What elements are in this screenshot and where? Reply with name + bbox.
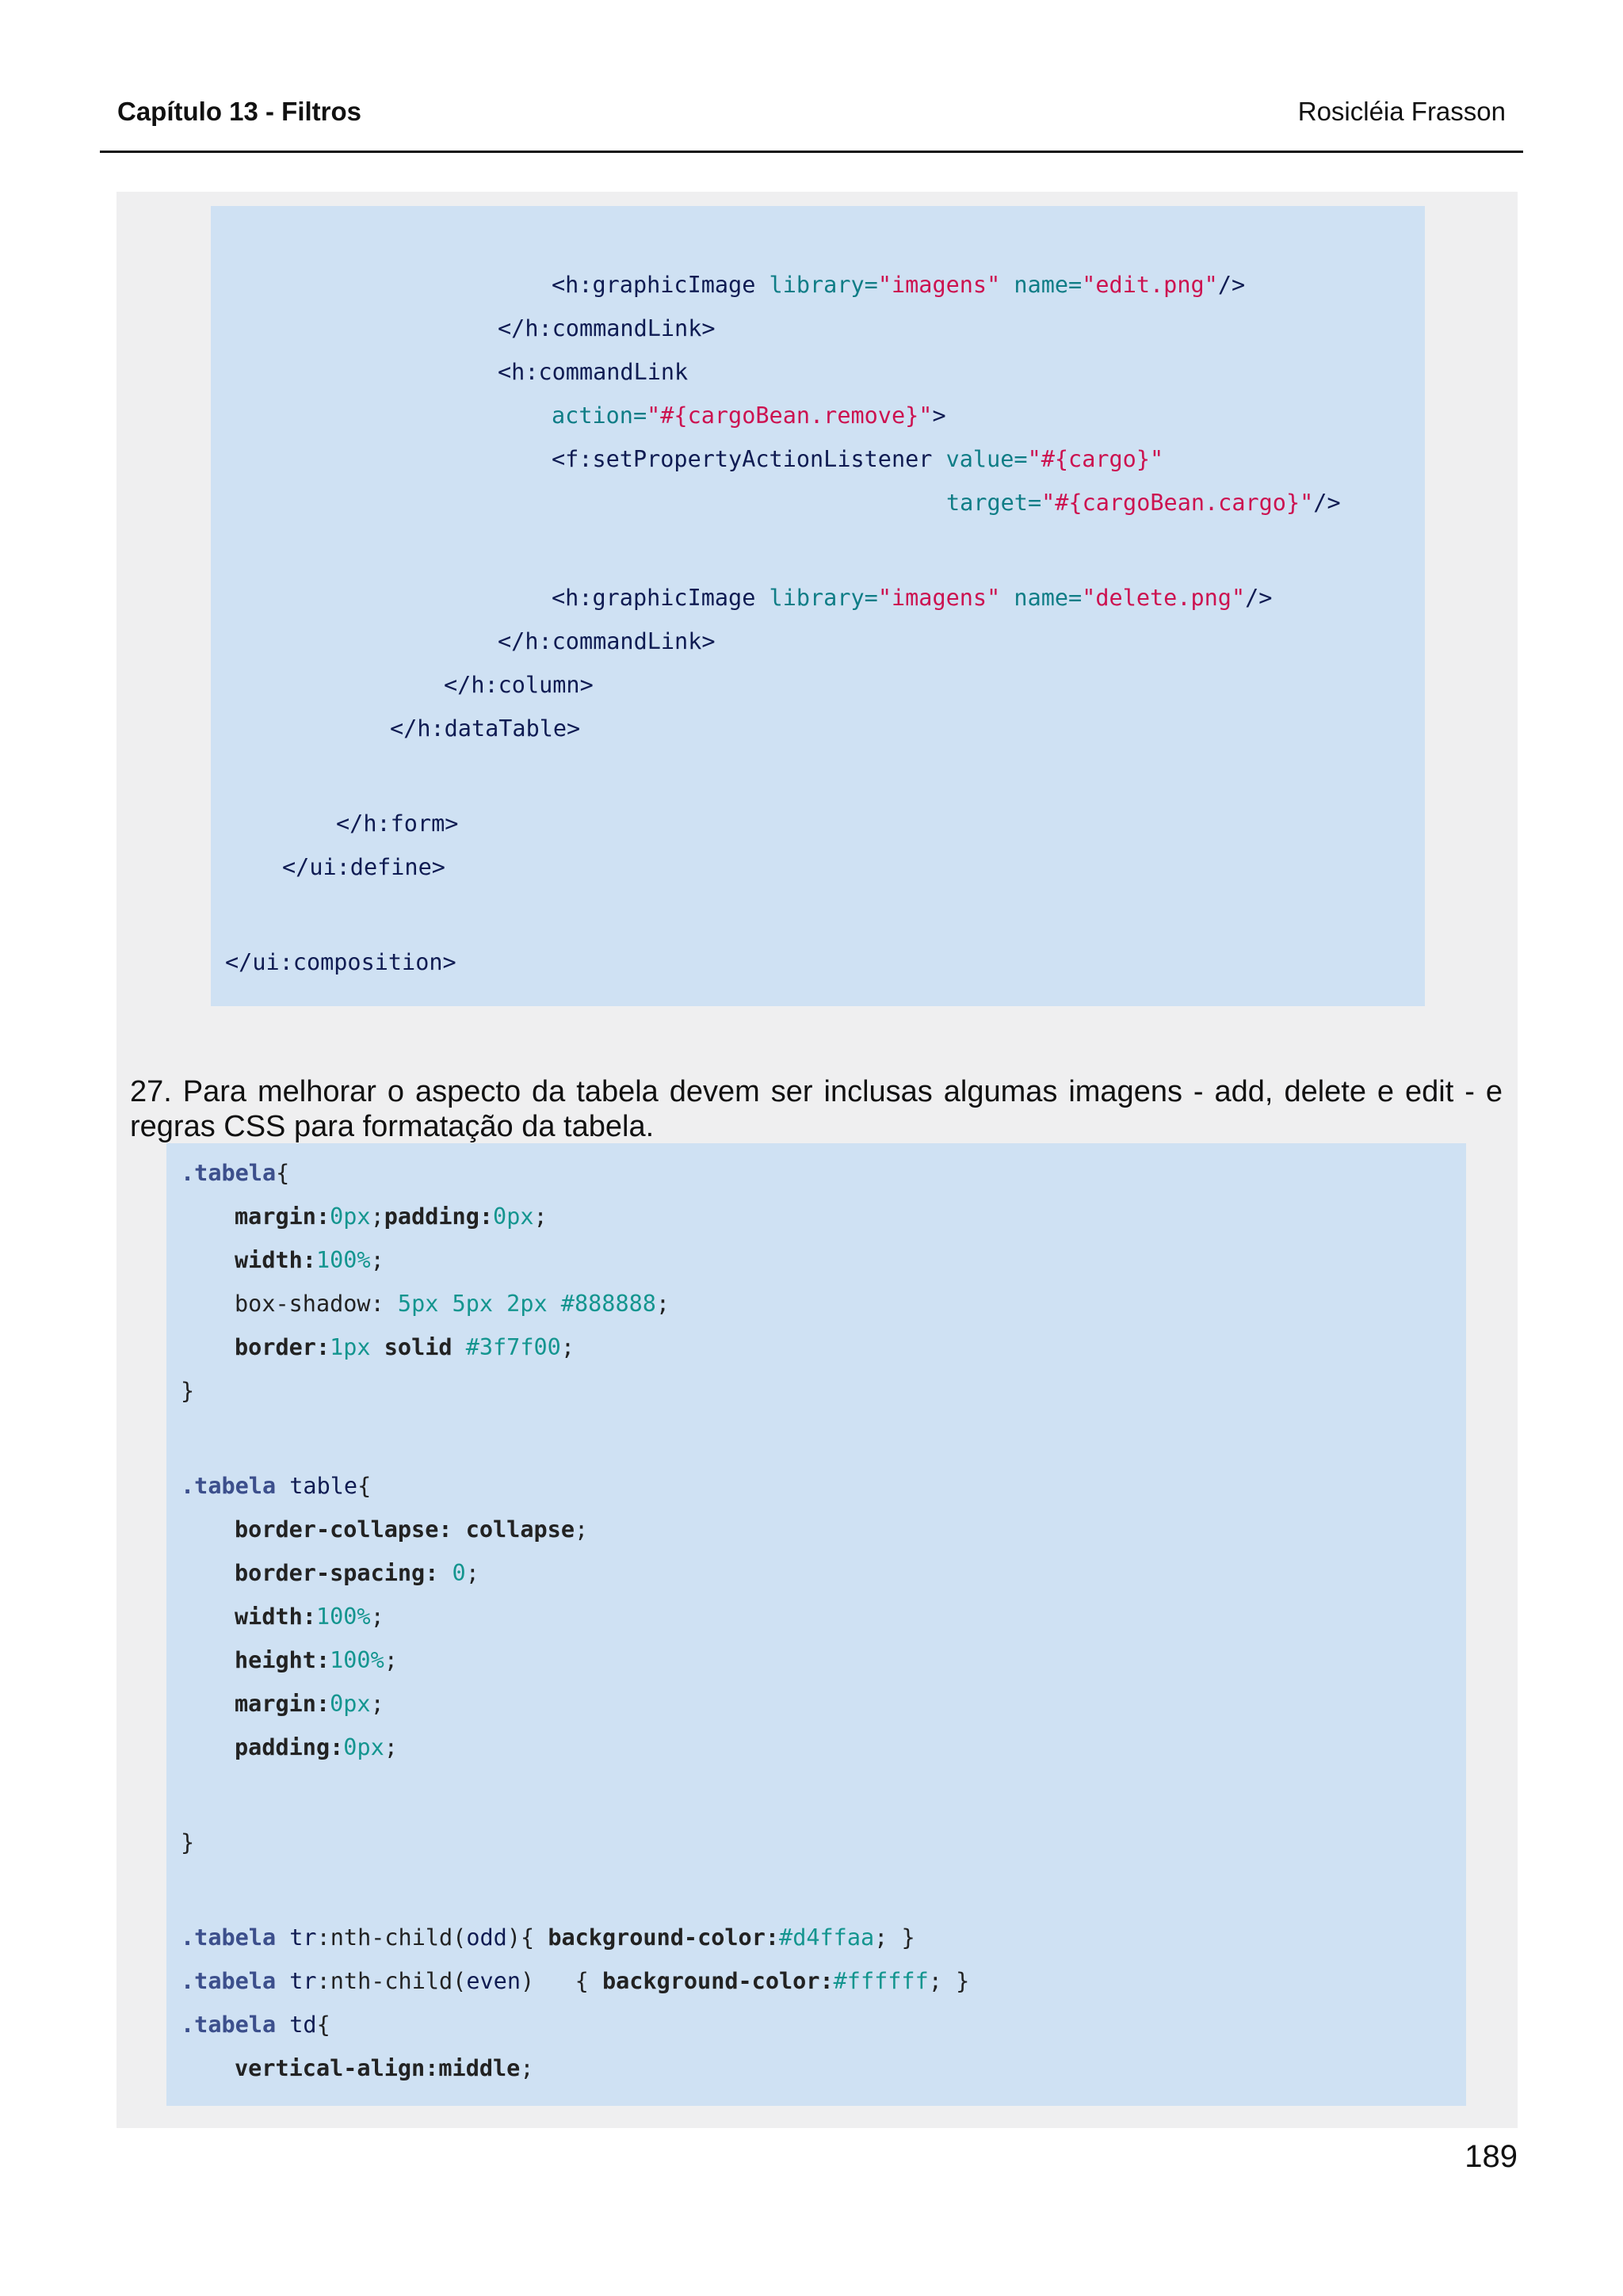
code-token: { [521, 1924, 548, 1951]
code-line [235, 1601, 384, 1633]
code-token: ; [370, 1247, 384, 1273]
code-token: height: [235, 1647, 330, 1673]
header-divider [100, 151, 1523, 153]
code-token: ; [533, 1203, 548, 1230]
code-token: <h:graphicImage [552, 272, 769, 298]
instruction-paragraph: 27. Para melhorar o aspecto da tabela devem ser inclusas algumas imagens - add, delete e edit - e regras CSS para formatação da tabela. [130, 1075, 1503, 1143]
code-token: library= [769, 585, 878, 611]
code-line [235, 1688, 384, 1720]
code-token: "delete.png" [1082, 585, 1246, 611]
code-token: <h:graphicImage [552, 585, 769, 611]
code-line [498, 357, 688, 388]
code-token: collapse [452, 1516, 575, 1543]
code-token: "#{cargo}" [1027, 446, 1164, 472]
code-token: #ffffff [833, 1968, 929, 1994]
code-token: td [276, 2012, 317, 2038]
code-token: vertical-align:middle [235, 2055, 521, 2081]
code-line [235, 1514, 588, 1546]
code-token: box-shadow: [235, 1291, 398, 1317]
code-token: target= [946, 490, 1042, 516]
code-token: .tabela [181, 1924, 277, 1951]
code-token: ; } [928, 1968, 970, 1994]
code-token: ; [465, 1560, 479, 1586]
code-token: solid [370, 1334, 466, 1360]
code-token: tr [276, 1968, 317, 1994]
code-token: { [316, 2012, 330, 2038]
code-token: "#{cargoBean.cargo}" [1041, 490, 1314, 516]
code-token: ) { [520, 1968, 602, 1994]
page-header [100, 87, 1523, 152]
code-token: 100% [330, 1647, 384, 1673]
code-line [181, 1158, 289, 1189]
code-token: </h:commandLink> [498, 315, 716, 341]
code-token: ; [574, 1516, 589, 1543]
code-token: margin: [235, 1691, 330, 1717]
code-line [552, 269, 1245, 301]
code-token: 100% [315, 1247, 371, 1273]
code-token: 0 [438, 1560, 466, 1586]
code-token: .tabela [181, 1160, 277, 1186]
code-token: :nth-child( [316, 1968, 467, 1994]
code-token: </ui:composition> [225, 949, 456, 975]
code-line [181, 1966, 969, 1997]
code-token: 0px [330, 1691, 371, 1717]
code-line [336, 808, 458, 840]
code-token: padding: [384, 1203, 494, 1230]
code-token: width: [235, 1604, 316, 1630]
code-token: /> [1217, 272, 1246, 298]
code-line [552, 400, 946, 432]
code-token: value= [945, 446, 1028, 472]
code-token: ) [506, 1924, 521, 1951]
code-token: ; [655, 1291, 670, 1317]
code-token: .tabela [181, 2012, 277, 2038]
code-token: name= [1000, 272, 1083, 298]
code-line [498, 626, 716, 658]
code-token: library= [769, 272, 878, 298]
code-line [235, 1332, 575, 1363]
code-token: } [181, 1829, 195, 1855]
code-token: margin: [235, 1203, 330, 1230]
code-line [235, 1645, 398, 1676]
code-line [181, 2009, 330, 2041]
code-line [552, 444, 1163, 475]
code-token: tr [276, 1924, 317, 1951]
code-token: ; [560, 1334, 575, 1360]
code-line [444, 669, 594, 701]
code-token: border: [235, 1334, 330, 1360]
page-number: 189 [1465, 2139, 1518, 2174]
code-token: background-color: [548, 1924, 780, 1951]
code-line [235, 1245, 384, 1276]
code-line [235, 1288, 670, 1320]
code-token: /> [1313, 490, 1341, 516]
code-token: background-color: [601, 1968, 834, 1994]
code-token: table [276, 1473, 358, 1499]
code-token: border-collapse: [235, 1516, 453, 1543]
code-token: <h:commandLink [498, 359, 689, 385]
code-token: even [466, 1968, 521, 1994]
code-token: </h:column> [444, 672, 594, 698]
code-block-jsf [211, 206, 1425, 1006]
code-line [282, 852, 445, 883]
code-line [181, 1375, 194, 1407]
code-token: <f:setPropertyActionListener [552, 446, 946, 472]
code-token: </h:commandLink> [498, 628, 716, 654]
code-line [181, 1470, 371, 1502]
code-line [235, 1558, 479, 1589]
code-line [181, 1827, 194, 1859]
code-line [225, 947, 456, 978]
code-token: 1px [330, 1334, 371, 1360]
code-line [235, 1732, 398, 1764]
code-token: "imagens" [877, 272, 1001, 298]
code-token: ; } [874, 1924, 915, 1951]
code-token: > [932, 402, 946, 429]
code-block-css [166, 1143, 1466, 2106]
code-token: </h:form> [336, 810, 459, 837]
code-line [390, 713, 580, 745]
code-token: 0px [343, 1734, 384, 1760]
code-token: odd [466, 1924, 507, 1951]
code-token: ; [370, 1203, 384, 1230]
code-token: border-spacing: [235, 1560, 439, 1586]
code-token: action= [552, 402, 647, 429]
code-token: { [357, 1473, 372, 1499]
code-token: ; [370, 1691, 384, 1717]
code-token: :nth-child( [316, 1924, 467, 1951]
code-token: 100% [315, 1604, 371, 1630]
code-line [552, 582, 1272, 614]
code-token: /> [1245, 585, 1273, 611]
code-token: width: [235, 1247, 316, 1273]
code-line [498, 313, 716, 345]
code-token: #d4ffaa [779, 1924, 875, 1951]
code-token: </h:dataTable> [390, 715, 581, 742]
code-token: #3f7f00 [465, 1334, 561, 1360]
code-token: ; [370, 1604, 384, 1630]
code-token: "imagens" [877, 585, 1001, 611]
code-token: ; [520, 2055, 534, 2081]
code-token: .tabela [181, 1968, 277, 1994]
code-token: .tabela [181, 1473, 277, 1499]
code-token: name= [1000, 585, 1083, 611]
code-line [235, 2053, 534, 2084]
code-token: ; [384, 1647, 398, 1673]
code-token: 5px 5px 2px #888888 [397, 1291, 656, 1317]
code-token: padding: [235, 1734, 344, 1760]
code-token: } [181, 1378, 195, 1404]
code-token: 0px [330, 1203, 371, 1230]
code-token: </ui:define> [282, 854, 445, 880]
author-name: Rosicléia Frasson [1297, 97, 1506, 126]
code-token: "edit.png" [1082, 272, 1218, 298]
code-line [946, 487, 1341, 519]
code-token: 0px [493, 1203, 534, 1230]
code-token: ; [384, 1734, 398, 1760]
code-token: "#{cargoBean.remove}" [647, 402, 933, 429]
code-line [235, 1201, 548, 1233]
code-line [181, 1922, 915, 1954]
code-token: { [276, 1160, 290, 1186]
chapter-title: Capítulo 13 - Filtros [117, 97, 362, 126]
